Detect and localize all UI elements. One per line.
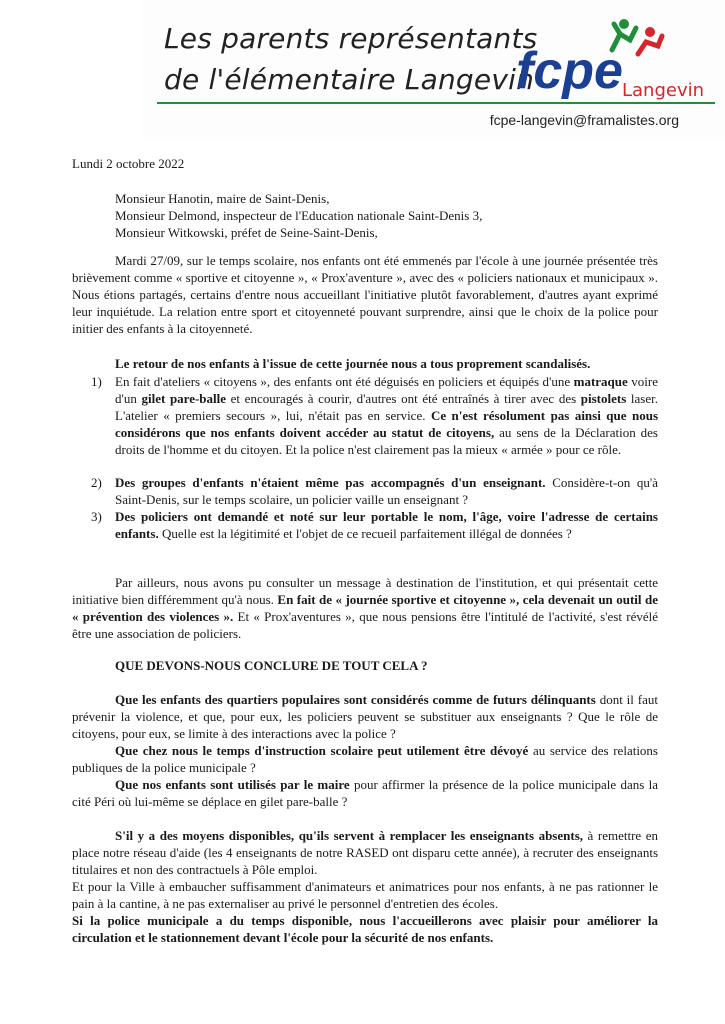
- city-paragraph: Et pour la Ville à embaucher suffisamment d'animateurs et animatrices pour nos enfants, à ne pas rationner le pain à la cantine, à ne pas externaliser au privé le personnel d'entretien des écoles.: [72, 879, 658, 911]
- logo-wordmark: fcpe: [516, 42, 623, 100]
- scandal-heading: Le retour de nos enfants à l'issue de cette journée nous a tous proprement scandalisés.: [115, 356, 591, 371]
- letterhead: [142, 0, 725, 140]
- message-paragraph: Par ailleurs, nous avons pu consulter un message à destination de l'institution, et qui présentait cette initiative bien différemment qu'à nous. En fait de « journée sportive et citoyenne », cela devenait un outil de « prévention des violences ». Et « Prox'aventures », que nous pensions être l'intitulé de l'activité, s'est révélé être une association de policiers.: [72, 575, 659, 641]
- letterhead-title-line1: Les parents représentants: [164, 22, 538, 55]
- point-3: Des policiers ont demandé et noté sur leur portable le nom, l'âge, voire l'adresse de certains enfants. Quelle est la légitimité et l'objet de ce recueil parfaitement illégal de données ?: [115, 509, 658, 541]
- intro-paragraph: Mardi 27/09, sur le temps scolaire, nos enfants ont été emmenés par l'école à une journée présentée très brièvement comme « sportive et citoyenne », « Prox'aventure », avec des « policiers nationaux et municipaux ». Nous étions partagés, certains d'entre nous accueillant l'initiative plutôt favorablement, d'autres ayant exprimé leur inquiétude. La relation entre sport et citoyenneté pouvant surprendre, ainsi que le choix de la police pour initier des enfants à la citoyenneté.: [72, 253, 658, 336]
- letterhead-title-line2: de l'élémentaire Langevin: [164, 63, 535, 96]
- police-closing-paragraph: Si la police municipale a du temps disponible, nous l'accueillerons avec plaisir pour améliorer la circulation et le stationnement devant l'école pour la sécurité de nos enfants.: [72, 913, 658, 945]
- conclude-heading: QUE DEVONS-NOUS CONCLURE DE TOUT CELA ?: [115, 658, 428, 673]
- point-3-number: 3): [91, 509, 102, 524]
- point-1: En fait d'ateliers « citoyens », des enfants ont été déguisés en policiers et équipés d'une matraque voire d'un gilet pare-balle et encouragés à courir, d'autres ont été entraînés à tirer avec des pistolets laser. L'atelier « premiers secours », lui, n'était pas en service. Ce n'est résolument pas ainsi que nous considérons que nos enfants doivent accéder au statut de citoyens, au sens de la Déclaration des droits de l'homme et du citoyen. Et la police n'est clairement pas la mieux « armée » pour ce rôle.: [115, 374, 659, 457]
- recipient-2: Monsieur Delmond, inspecteur de l'Education nationale Saint-Denis 3,: [115, 208, 483, 223]
- letter-date: Lundi 2 octobre 2022: [72, 156, 185, 171]
- point-2-number: 2): [91, 475, 102, 490]
- means-paragraph: S'il y a des moyens disponibles, qu'ils servent à remplacer les enseignants absents, à remettre en place notre réseau d'aide (les 4 enseignants de notre RASED ont disparu cette année), à recruter des enseignants titulaires et non des contractuels à Pôle emploi.: [72, 828, 658, 877]
- recipient-1: Monsieur Hanotin, maire de Saint-Denis,: [115, 191, 330, 206]
- conclusion-3: Que nos enfants sont utilisés par le maire pour affirmer la présence de la police municipale dans la cité Péri où lui-même se déplace en gilet pare-balle ?: [72, 777, 658, 809]
- conclusion-2: Que chez nous le temps d'instruction scolaire peut utilement être dévoyé au service des relations publiques de la police municipale ?: [72, 743, 658, 775]
- fcpe-logo: [512, 10, 712, 105]
- point-1-number: 1): [91, 374, 102, 389]
- recipient-3: Monsieur Witkowski, préfet de Seine-Saint-Denis,: [115, 225, 378, 240]
- logo-subtitle: Langevin: [622, 80, 705, 101]
- conclusion-1: Que les enfants des quartiers populaires sont considérés comme de futurs délinquants dont il faut prévenir la violence, et que, pour eux, les policiers peuvent se substituer aux enseignants ? Que le rôle de citoyens, pour eux, se limite à des interactions avec la police ?: [72, 692, 658, 741]
- point-2: Des groupes d'enfants n'étaient même pas accompagnés d'un enseignant. Considère-t-on qu'à Saint-Denis, sur le temps scolaire, un policier vaille un enseignant ?: [115, 475, 659, 507]
- contact-email[interactable]: fcpe-langevin@framalistes.org: [489, 112, 679, 128]
